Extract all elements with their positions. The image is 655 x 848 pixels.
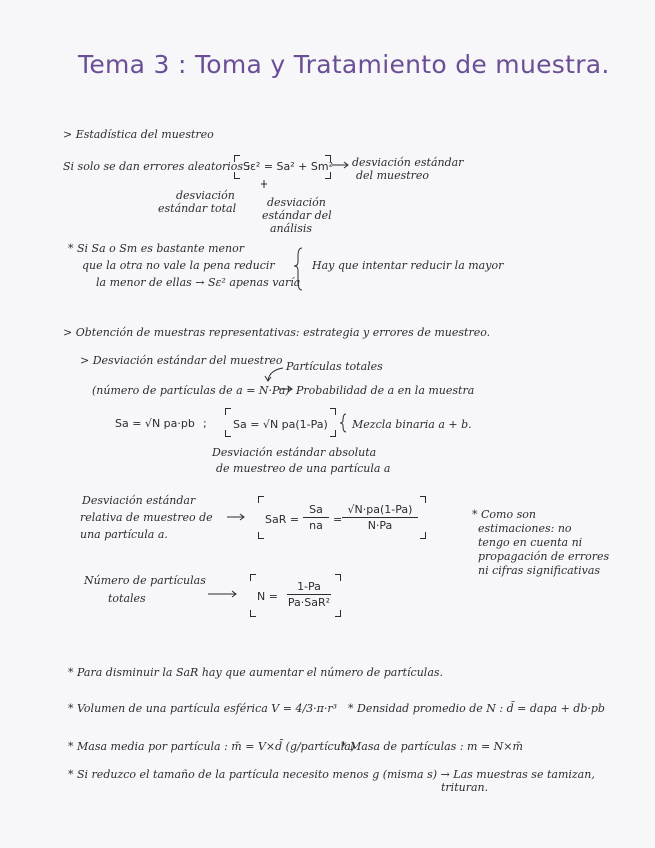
n-denominator: Pa·SaR² (287, 596, 331, 609)
number-particles-label: Número de partículas (84, 574, 206, 587)
analysis-sd-label-3: análisis (270, 222, 313, 235)
bullet-reduce-size-2: trituran. (441, 781, 489, 794)
probability-label: Probabilidad de a en la muestra (296, 384, 475, 397)
absolute-sd-label: Desviación estándar absoluta (212, 446, 377, 459)
bracket (420, 496, 426, 503)
sub-heading-sd: > Desviación estándar del muestreo (80, 354, 283, 367)
bracket (258, 496, 264, 503)
bracket (330, 408, 336, 415)
variance-formula: Sε² = Sa² + Sm² (243, 160, 333, 173)
estimates-note-3: tengo en cuenta ni (478, 536, 583, 549)
bracket (330, 430, 336, 437)
bullet-reduce-sar: * Para disminuir la SaR hay que aumentar el número de partículas. (68, 666, 444, 679)
n-fraction (287, 580, 331, 609)
sar-fraction-2 (342, 503, 418, 532)
total-sd-label-2: estándar total (158, 202, 237, 215)
estimates-note-5: ni cifras significativas (478, 564, 601, 577)
sar-denominator: na (309, 519, 323, 532)
number-particles-line: (número de partículas de a = N·Pa) (92, 384, 290, 397)
sampling-sd-label: desviación estándar (352, 156, 464, 169)
bullet-reduce-size: * Si reduzco el tamaño de la partícula necesito menos g (misma s) → Las muestras se tamizan, (68, 768, 595, 781)
estimates-note-2: estimaciones: no (478, 522, 572, 535)
bullet-volume: * Volumen de una partícula esférica V = 4/3·π·r³ (68, 702, 338, 715)
bullet-density: * Densidad promedio de N : d̄ = dapa + db·pb (348, 702, 605, 715)
estimates-note-4: propagación de errores (478, 550, 610, 563)
n-numerator: 1-Pa (297, 580, 321, 593)
section-heading-representative: > Obtención de muestras representativas: estrategia y errores de muestreo. (63, 326, 491, 339)
n-lhs: N = (257, 590, 278, 603)
relative-sd-label-2: relativa de muestreo de (80, 511, 213, 524)
bracket (234, 172, 240, 179)
bracket (234, 155, 240, 162)
relative-sd-label: Desviación estándar (82, 494, 196, 507)
sar-lhs: SaR = (265, 513, 300, 526)
sar-fraction-1 (303, 503, 329, 532)
absolute-sd-label-2: de muestreo de una partícula a (216, 462, 391, 475)
sa-formula: Sa = √N pa·pb (115, 417, 195, 430)
bracket (325, 155, 331, 162)
bullet-particle-mass: * Masa de partículas : m = N×m̄ (341, 740, 523, 753)
bracket (335, 610, 341, 617)
section-heading-statistics: > Estadística del muestreo (63, 128, 214, 141)
page-title: Tema 3 : Toma y Tratamiento de muestra. (78, 50, 610, 79)
bracket (225, 408, 231, 415)
sar-numerator: Sa (309, 503, 323, 516)
sampling-sd-label-2: del muestreo (356, 169, 430, 182)
bracket (225, 430, 231, 437)
bracket (335, 574, 341, 581)
sar-denominator-2: N·Pa (367, 519, 393, 532)
bracket (258, 532, 264, 539)
relative-sd-label-3: una partícula a. (80, 528, 168, 541)
bracket (250, 574, 256, 581)
binary-mixture-label: Mezcla binaria a + b. (352, 418, 472, 431)
note-line-3: la menor de ellas → Sε² apenas varía (96, 276, 301, 289)
estimates-note-1: * Como son (472, 508, 536, 521)
bullet-mean-mass: * Masa media por partícula : m̄ = V×d̄ (g/partícula) (68, 740, 356, 753)
analysis-sd-label: desviación (267, 196, 326, 209)
number-particles-label-2: totales (108, 592, 146, 605)
analysis-sd-label-2: estándar del (262, 209, 332, 222)
note-right: Hay que intentar reducir la mayor (312, 259, 504, 272)
sar-numerator-2: √N·pa(1-Pa) (347, 503, 413, 516)
random-errors-text: Si solo se dan errores aleatorios : (63, 160, 251, 173)
sar-equals: = (333, 513, 343, 526)
note-line-2: que la otra no vale la pena reducir (82, 259, 275, 272)
total-sd-label: desviación (176, 189, 235, 202)
note-line-1: * Si Sa o Sm es bastante menor (68, 242, 245, 255)
bracket (250, 610, 256, 617)
total-particles-label: Partículas totales (286, 360, 383, 373)
bracket (420, 532, 426, 539)
semicolon: ; (203, 417, 207, 430)
sa-binomial-formula: Sa = √N pa(1-Pa) (233, 418, 328, 431)
bracket (325, 172, 331, 179)
